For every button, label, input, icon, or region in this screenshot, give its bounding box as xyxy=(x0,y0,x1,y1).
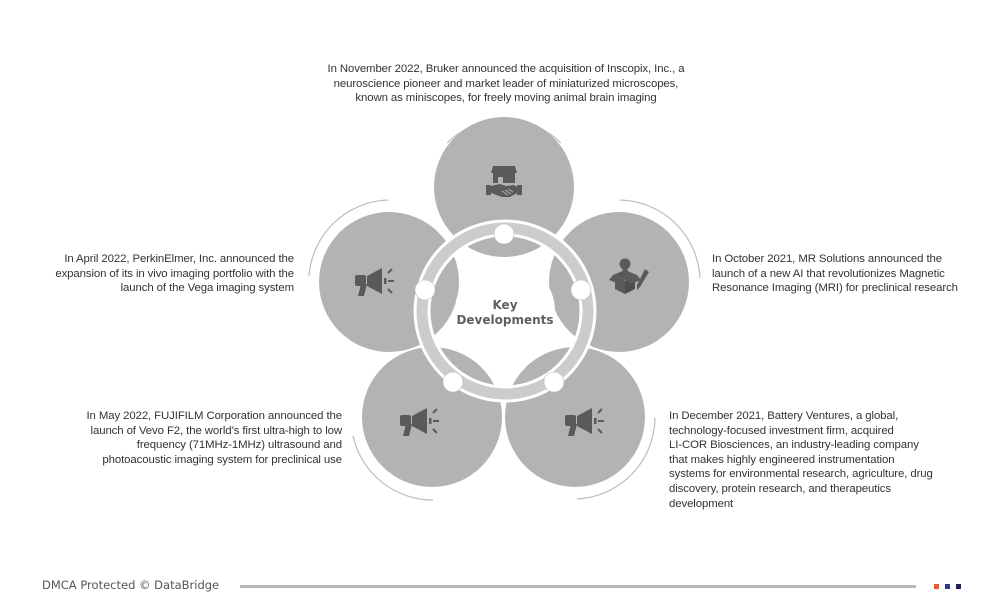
caption-line: expansion of its in vivo imaging portfolio with the xyxy=(55,267,294,280)
caption-line: In October 2021, MR Solutions announced the xyxy=(712,253,942,265)
development-caption-right-upper xyxy=(712,252,1002,296)
caption-line: development xyxy=(669,497,734,510)
caption-line: discovery, protein research, and therapeutics xyxy=(669,482,891,495)
caption-line: LI-COR Biosciences, an industry-leading company xyxy=(669,439,919,452)
development-caption-top xyxy=(296,62,716,106)
caption-line: In May 2022, FUJIFILM Corporation announced the xyxy=(86,410,342,422)
caption-line: frequency (71MHz-1MHz) ultrasound and xyxy=(136,439,342,452)
footer-brand-dots xyxy=(934,584,961,589)
caption-line: In December 2021, Battery Ventures, a global, xyxy=(669,410,899,422)
caption-line: known as miniscopes, for freely moving animal brain imaging xyxy=(355,92,657,105)
caption-line: In April 2022, PerkinElmer, Inc. announced the xyxy=(64,253,294,265)
caption-line: photoacoustic imaging system for preclinical use xyxy=(102,453,342,466)
center-title-line2: Developments xyxy=(456,313,554,327)
development-caption-left-upper xyxy=(20,252,294,296)
brand-dot-orange xyxy=(934,584,939,589)
development-caption-right-lower xyxy=(669,409,969,511)
footer-copyright: DMCA Protected © DataBridge xyxy=(42,578,220,592)
caption-line: that makes highly engineered instrumentation xyxy=(669,453,895,466)
caption-line: In November 2022, Bruker announced the acquisition of Inscopix, Inc., a xyxy=(327,63,685,75)
caption-line: technology-focused investment firm, acquired xyxy=(669,424,894,437)
brand-dot-navy xyxy=(956,584,961,589)
development-caption-left-lower xyxy=(40,409,342,467)
caption-line: systems for environmental research, agriculture, drug xyxy=(669,468,933,481)
center-title-line1: Key xyxy=(492,298,518,312)
center-title xyxy=(445,298,565,328)
caption-line: launch of Vevo F2, the world’s first ultra-high to low xyxy=(90,424,342,437)
brand-dot-blue xyxy=(945,584,950,589)
caption-line: Resonance Imaging (MRI) for preclinical research xyxy=(712,282,958,295)
caption-line: launch of the Vega imaging system xyxy=(120,282,294,295)
footer-divider xyxy=(240,585,916,588)
caption-line: launch of a new AI that revolutionizes Magnetic xyxy=(712,267,945,280)
caption-line: neuroscience pioneer and market leader of miniaturized microscopes, xyxy=(333,77,679,90)
